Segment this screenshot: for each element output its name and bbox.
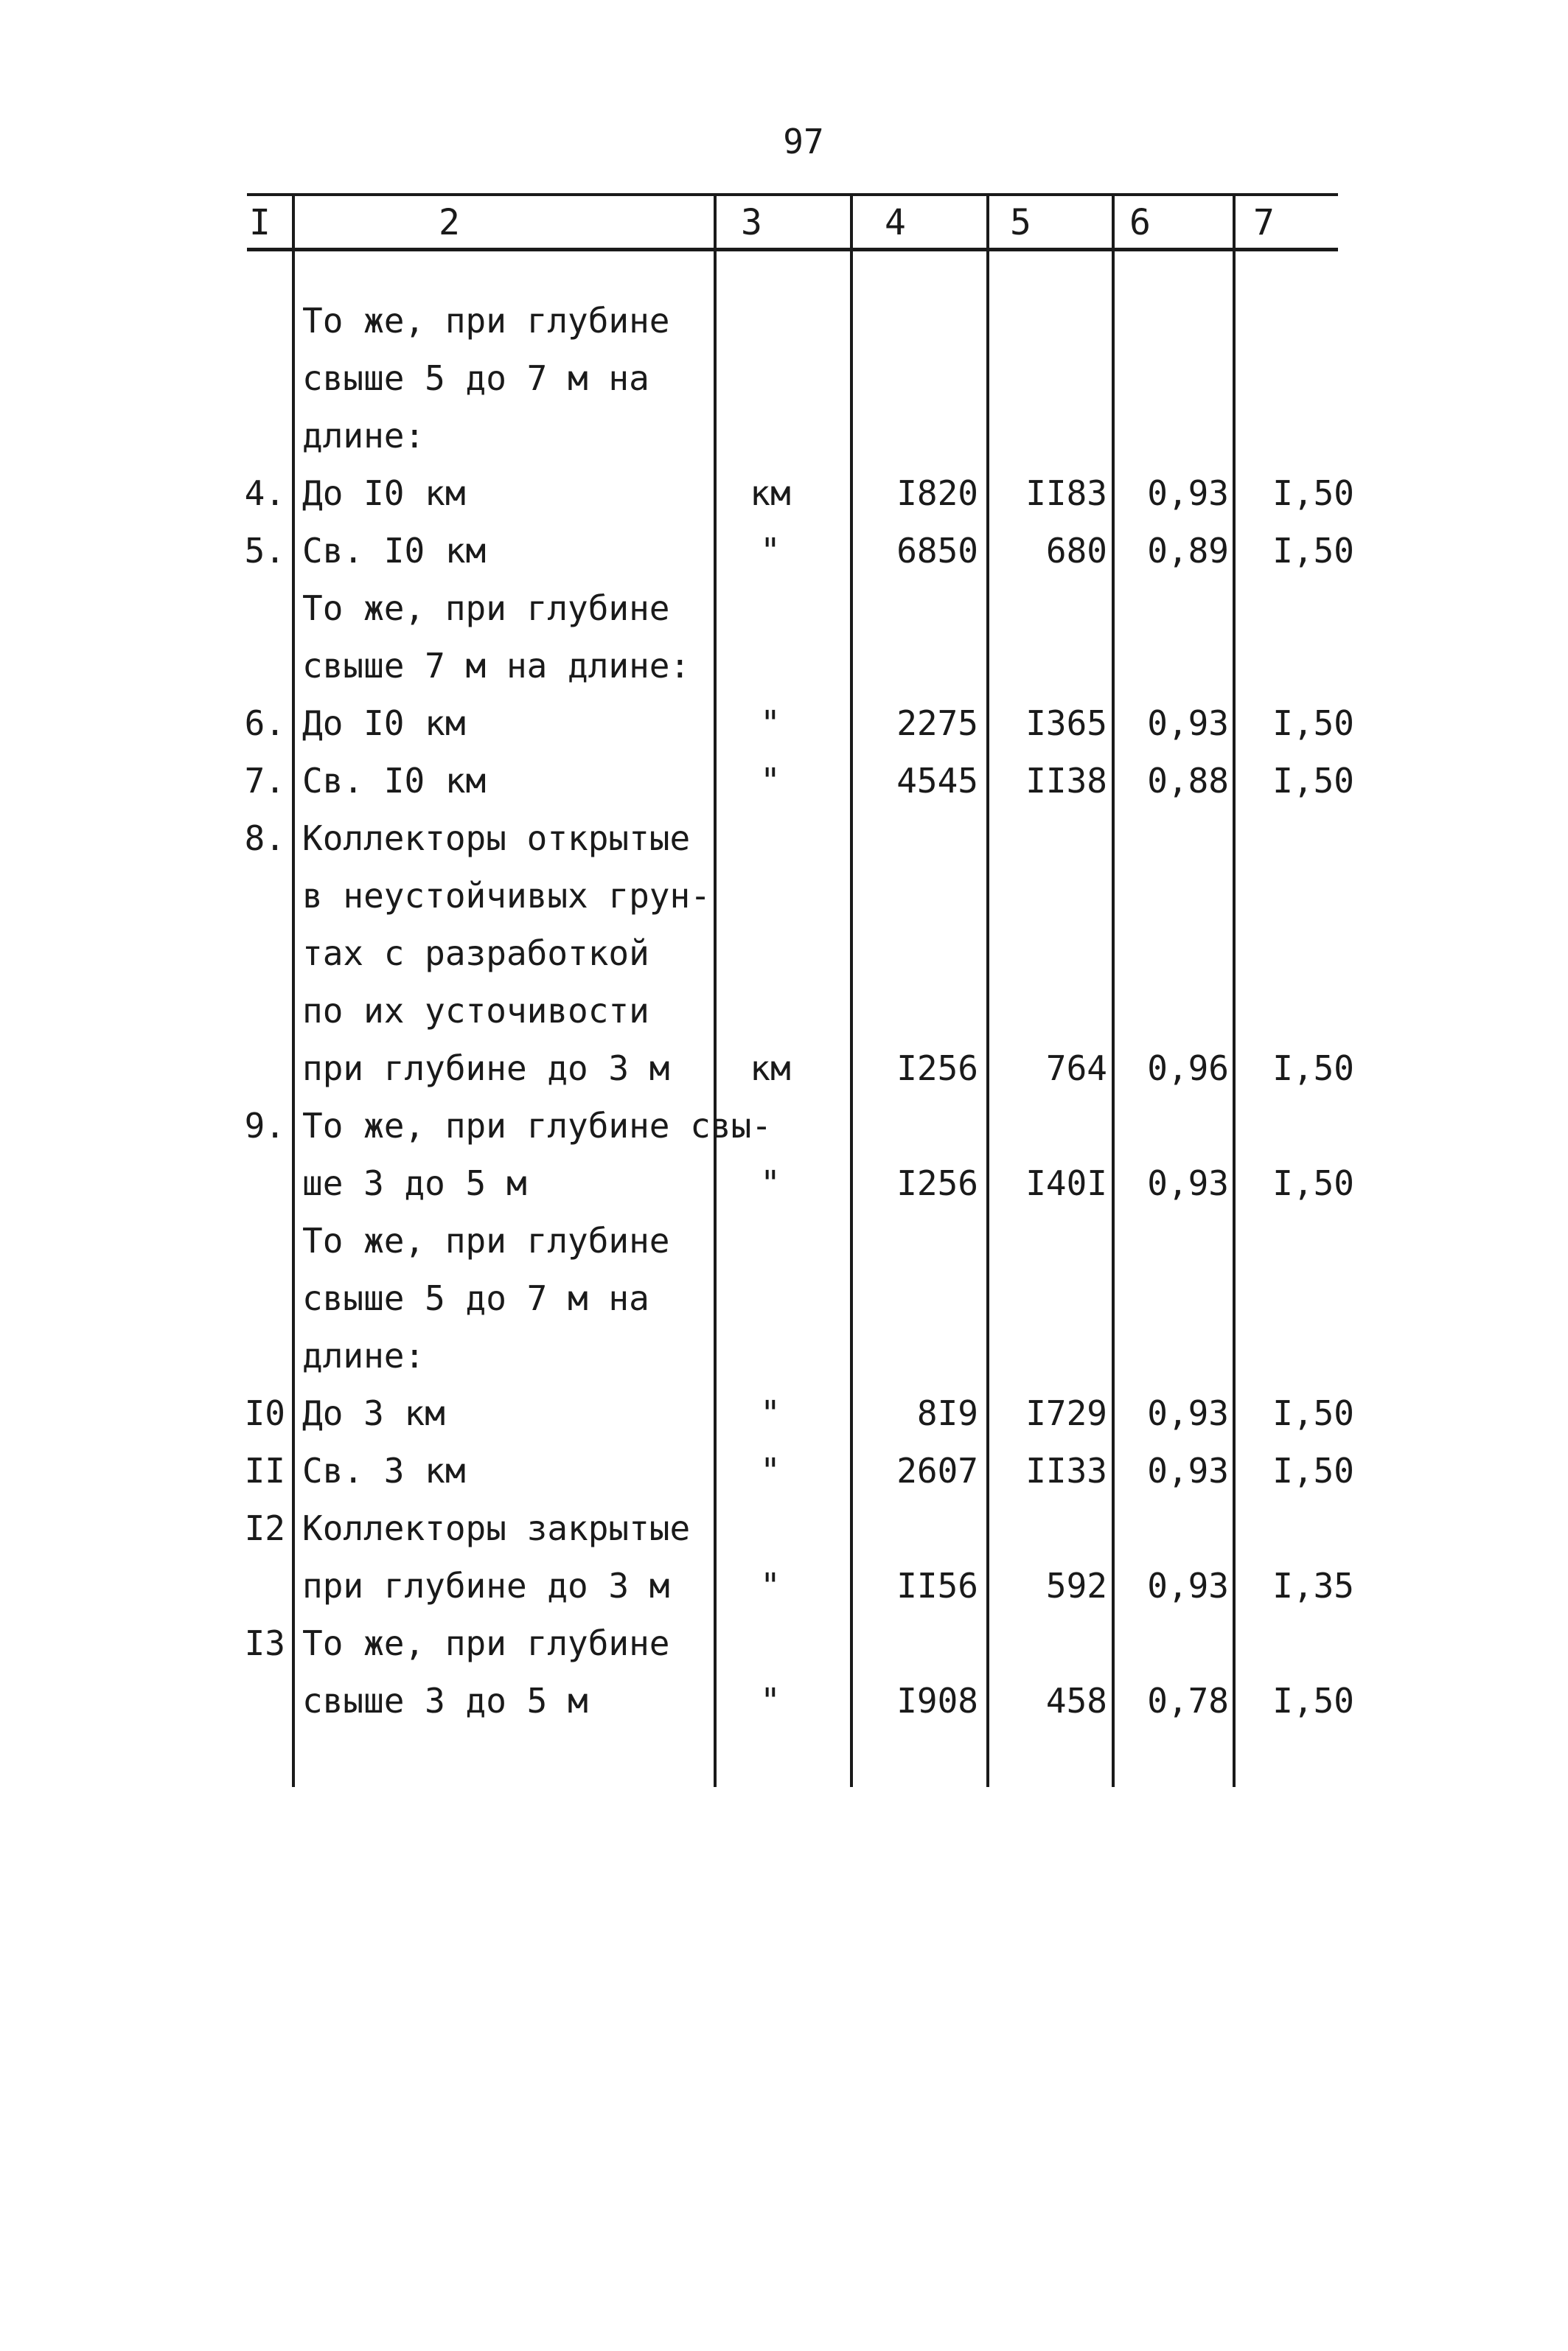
row-description: Коллекторы закрытые [302, 1508, 691, 1548]
row-description: То же, при глубине [302, 1623, 670, 1663]
row-value-col5: 592 [1045, 1566, 1107, 1606]
row-value-col4: 2607 [896, 1451, 978, 1491]
row-number: II [244, 1451, 285, 1491]
row-value-col7: I,50 [1272, 1393, 1354, 1433]
table-row [0, 522, 1568, 579]
table-row [0, 1615, 1568, 1672]
table-row [0, 752, 1568, 809]
row-unit [730, 1615, 811, 1672]
table-row [0, 464, 1568, 522]
row-unit: км [750, 473, 791, 513]
row-value-col7: I,50 [1272, 1163, 1354, 1203]
row-description: До 3 км [302, 1393, 445, 1433]
row-number: 8. [244, 818, 285, 858]
row-unit [730, 982, 811, 1039]
row-unit [730, 349, 811, 407]
table-row [0, 1212, 1568, 1269]
row-description: тах с разработкой [302, 933, 649, 973]
row-value-col5: II83 [1025, 473, 1107, 513]
row-value-col7: I,50 [1272, 761, 1354, 801]
row-description: То же, при глубине [302, 1221, 670, 1261]
row-unit: " [760, 1566, 781, 1606]
table-row [0, 292, 1568, 349]
row-unit: " [760, 1681, 781, 1721]
row-number: 4. [244, 473, 285, 513]
row-value-col7: I,50 [1272, 703, 1354, 743]
row-description: То же, при глубине [302, 301, 670, 341]
table-row [0, 982, 1568, 1039]
row-unit [730, 1269, 811, 1327]
row-value-col4: I256 [896, 1163, 978, 1203]
row-description: длине: [302, 416, 425, 456]
row-value-col6: 0,93 [1147, 1393, 1229, 1433]
row-description: Коллекторы открытые [302, 818, 691, 858]
row-unit: " [760, 761, 781, 801]
row-description: До I0 км [302, 473, 466, 513]
row-description: свыше 7 м на длине: [302, 646, 691, 686]
row-value-col7: I,50 [1272, 1048, 1354, 1088]
table-row [0, 1269, 1568, 1327]
row-description: ше 3 до 5 м [302, 1163, 527, 1203]
row-value-col6: 0,93 [1147, 703, 1229, 743]
table-row [0, 349, 1568, 407]
row-value-col7: I,50 [1272, 473, 1354, 513]
row-unit [730, 1327, 811, 1385]
row-unit: км [750, 1048, 791, 1088]
row-value-col4: I820 [896, 473, 978, 513]
row-value-col5: II38 [1025, 761, 1107, 801]
header-cell: 2 [439, 202, 460, 243]
row-unit [730, 1212, 811, 1269]
page-number: 97 [783, 122, 824, 161]
row-value-col6: 0,93 [1147, 1163, 1229, 1203]
table-row [0, 1557, 1568, 1615]
row-value-col6: 0,89 [1147, 531, 1229, 571]
row-value-col6: 0,88 [1147, 761, 1229, 801]
row-description: свыше 3 до 5 м [302, 1681, 588, 1721]
table-row [0, 694, 1568, 752]
header-cell: 7 [1253, 202, 1275, 243]
table-row [0, 1442, 1568, 1500]
row-number: 6. [244, 703, 285, 743]
header-cell: 6 [1129, 202, 1151, 243]
row-value-col5: I365 [1025, 703, 1107, 743]
table-row [0, 579, 1568, 637]
table-header-rule [247, 248, 1338, 251]
row-unit [730, 579, 811, 637]
table-row [0, 407, 1568, 464]
table-row [0, 1672, 1568, 1730]
row-unit [730, 1097, 811, 1154]
row-value-col6: 0,78 [1147, 1681, 1229, 1721]
row-unit: " [760, 531, 781, 571]
row-unit [730, 924, 811, 982]
table-row [0, 809, 1568, 867]
table-top-rule [247, 193, 1338, 196]
row-description: Св. I0 км [302, 531, 487, 571]
row-number: I3 [244, 1623, 285, 1663]
table-row [0, 1154, 1568, 1212]
row-description: Св. 3 км [302, 1451, 466, 1491]
row-value-col5: II33 [1025, 1451, 1107, 1491]
row-number: 9. [244, 1106, 285, 1146]
table-row [0, 924, 1568, 982]
row-unit: " [760, 1393, 781, 1433]
row-value-col6: 0,93 [1147, 473, 1229, 513]
row-unit [730, 867, 811, 924]
table-row [0, 1327, 1568, 1385]
table-row [0, 1500, 1568, 1557]
row-number: 7. [244, 761, 285, 801]
row-unit: " [760, 1451, 781, 1491]
row-number: I2 [244, 1508, 285, 1548]
row-unit: " [760, 703, 781, 743]
row-value-col5: I729 [1025, 1393, 1107, 1433]
row-value-col7: I,50 [1272, 531, 1354, 571]
row-unit [730, 1500, 811, 1557]
table-row [0, 1097, 1568, 1154]
table-row [0, 1039, 1568, 1097]
row-value-col7: I,50 [1272, 1451, 1354, 1491]
header-cell: 4 [885, 202, 906, 243]
row-description: при глубине до 3 м [302, 1048, 670, 1088]
row-value-col7: I,50 [1272, 1681, 1354, 1721]
row-description: при глубине до 3 м [302, 1566, 670, 1606]
row-number: I0 [244, 1393, 285, 1433]
row-unit [730, 407, 811, 464]
row-value-col5: 764 [1045, 1048, 1107, 1088]
row-unit [730, 292, 811, 349]
row-description: в неустойчивых грун- [302, 876, 711, 916]
header-cell: 5 [1010, 202, 1031, 243]
table-row [0, 637, 1568, 694]
row-description: свыше 5 до 7 м на [302, 358, 649, 398]
row-value-col4: 6850 [896, 531, 978, 571]
row-value-col5: 680 [1045, 531, 1107, 571]
row-value-col6: 0,93 [1147, 1451, 1229, 1491]
row-description: То же, при глубине свы- [302, 1106, 772, 1146]
row-unit [730, 809, 811, 867]
table-row [0, 1385, 1568, 1442]
row-description: То же, при глубине [302, 588, 670, 628]
row-value-col4: I908 [896, 1681, 978, 1721]
row-value-col4: 4545 [896, 761, 978, 801]
row-value-col6: 0,93 [1147, 1566, 1229, 1606]
header-cell: 3 [741, 202, 762, 243]
row-value-col7: I,35 [1272, 1566, 1354, 1606]
row-description: До I0 км [302, 703, 466, 743]
row-value-col4: 2275 [896, 703, 978, 743]
row-unit: " [760, 1163, 781, 1203]
row-description: по их усточивости [302, 991, 649, 1031]
row-value-col5: 458 [1045, 1681, 1107, 1721]
row-number: 5. [244, 531, 285, 571]
row-description: длине: [302, 1336, 425, 1376]
header-cell: I [249, 202, 271, 243]
row-value-col4: 8I9 [916, 1393, 978, 1433]
row-value-col6: 0,96 [1147, 1048, 1229, 1088]
row-value-col4: I256 [896, 1048, 978, 1088]
table-row [0, 867, 1568, 924]
row-description: свыше 5 до 7 м на [302, 1278, 649, 1318]
row-description: Св. I0 км [302, 761, 487, 801]
row-value-col5: I40I [1025, 1163, 1107, 1203]
row-value-col4: II56 [896, 1566, 978, 1606]
row-unit [730, 637, 811, 694]
